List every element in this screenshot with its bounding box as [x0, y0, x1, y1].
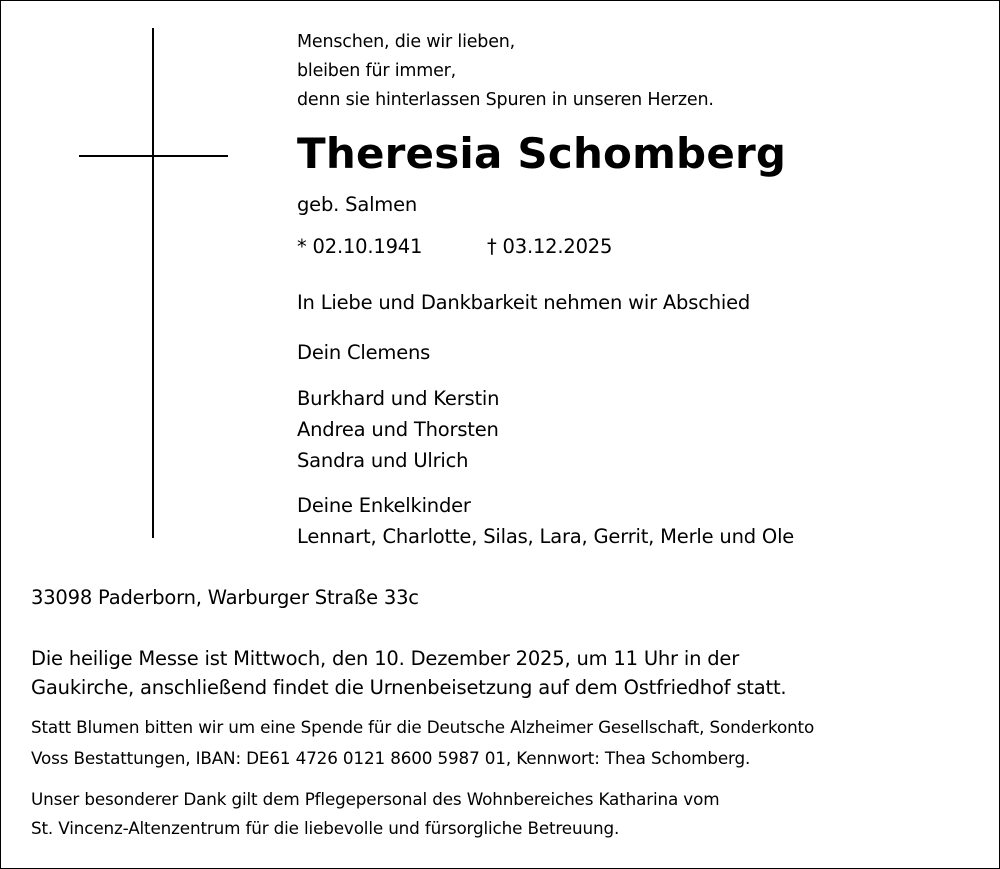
farewell-text: In Liebe und Dankbarkeit nehmen wir Abschied: [297, 291, 751, 314]
grandchildren-label: Deine Enkelkinder: [297, 494, 471, 517]
child-line-2: Andrea und Thorsten: [297, 418, 499, 441]
maiden-name: geb. Salmen: [297, 193, 418, 216]
verse-line-1: Menschen, die wir lieben,: [297, 32, 516, 52]
donation-line-2: Voss Bestattungen, IBAN: DE61 4726 0121 8600 5987 01, Kennwort: Thea Schomberg.: [31, 748, 751, 768]
deceased-name: Theresia Schomberg: [297, 129, 787, 178]
spouse-name: Dein Clemens: [297, 341, 431, 364]
mass-line-1: Die heilige Messe ist Mittwoch, den 10. Dezember 2025, um 11 Uhr in der: [31, 647, 740, 670]
cross-vertical-beam: [152, 28, 154, 538]
birth-date: * 02.10.1941: [297, 235, 423, 258]
death-date: † 03.12.2025: [487, 235, 613, 258]
thanks-line-1: Unser besonderer Dank gilt dem Pflegepersonal des Wohnbereiches Katharina vom: [31, 789, 720, 809]
donation-line-1: Statt Blumen bitten wir um eine Spende für die Deutsche Alzheimer Gesellschaft, Sonderkonto: [31, 717, 815, 737]
child-line-3: Sandra und Ulrich: [297, 449, 469, 472]
thanks-line-2: St. Vincenz-Altenzentrum für die liebevolle und fürsorgliche Betreuung.: [31, 818, 620, 838]
grandchildren-names: Lennart, Charlotte, Silas, Lara, Gerrit, Merle und Ole: [297, 525, 795, 548]
mass-line-2: Gaukirche, anschließend findet die Urnenbeisetzung auf dem Ostfriedhof statt.: [31, 676, 787, 699]
address: 33098 Paderborn, Warburger Straße 33c: [31, 586, 419, 609]
verse-line-2: bleiben für immer,: [297, 61, 457, 81]
verse-line-3: denn sie hinterlassen Spuren in unseren Herzen.: [297, 90, 714, 110]
cross-horizontal-beam: [79, 155, 228, 157]
child-line-1: Burkhard und Kerstin: [297, 387, 500, 410]
